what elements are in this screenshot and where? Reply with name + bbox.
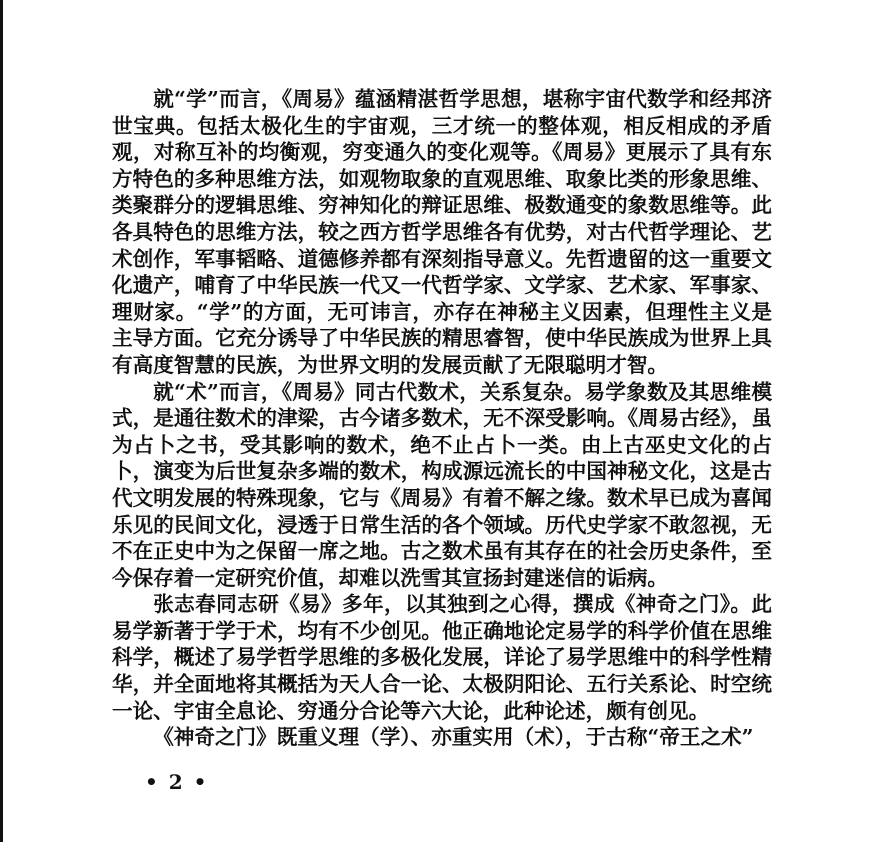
body-text [112, 86, 772, 751]
left-border-line [0, 0, 3, 842]
paragraph-shu: 就“术”而言，《周易》同古代数术，关系复杂。易学象数及其思维模式，是通往数术的津梁，古今诸多数术，无不深受影响。《周易古经》，虽为占卜之书，受其影响的数术，绝不止占卜一类。由上古巫史文化的占卜，演变为后世复杂多端的数术，构成源远流长的中国神秘文化，这是古代文明发展的特殊现象，它与《周易》有着不解之缘。数术早已成为喜闻乐见的民间文化，浸透于日常生活的各个领域。历代史学家不敢忽视，无不在正史中为之保留一席之地。古之数术虽有其存在的社会历史条件，至今保存着一定研究价值，却难以洗雪其宣扬封建迷信的诟病。 [112, 379, 772, 590]
paragraph-zhang-zhichun: 张志春同志研《易》多年，以其独到之心得，撰成《神奇之门》。此易学新著于学于术，均有不少创见。他正确地论定易学的科学价值在思维科学，概述了易学哲学思维的多极化发展，详论了易学思维中的科学性精华，并全面地将其概括为天人合一论、太极阴阳论、五行关系论、时空统一论、宇宙全息论、穷通分合论等六大论，此种论述，颇有创见。 [112, 592, 772, 723]
page-number: • 2 • [145, 770, 209, 794]
paragraph-xue: 就“学”而言，《周易》蕴涵精湛哲学思想，堪称宇宙代数学和经邦济世宝典。包括太极化生的宇宙观，三才统一的整体观，相反相成的矛盾观，对称互补的均衡观，穷变通久的变化观等。《周易》更展示了具有东方特色的多种思维方法，如观物取象的直观思维、取象比类的形象思维、类聚群分的逻辑思维、穷神知化的辩证思维、极数通变的象数思维等。此各具特色的思维方法，较之西方哲学思维各有优势，对古代哲学理论、艺术创作，军事韬略、道德修养都有深刻指导意义。先哲遗留的这一重要文化遗产，哺育了中华民族一代又一代哲学家、文学家、艺术家、军事家、理财家。“学”的方面，无可讳言，亦存在神秘主义因素，但理性主义是主导方面。它充分诱导了中华民族的精思睿智，使中华民族成为世界上具有高度智慧的民族，为世界文明的发展贡献了无限聪明才智。 [112, 87, 772, 377]
paragraph-shenqi-zhimen: 《神奇之门》既重义理（学）、亦重实用（术），于古称“帝王之术” [153, 725, 754, 750]
